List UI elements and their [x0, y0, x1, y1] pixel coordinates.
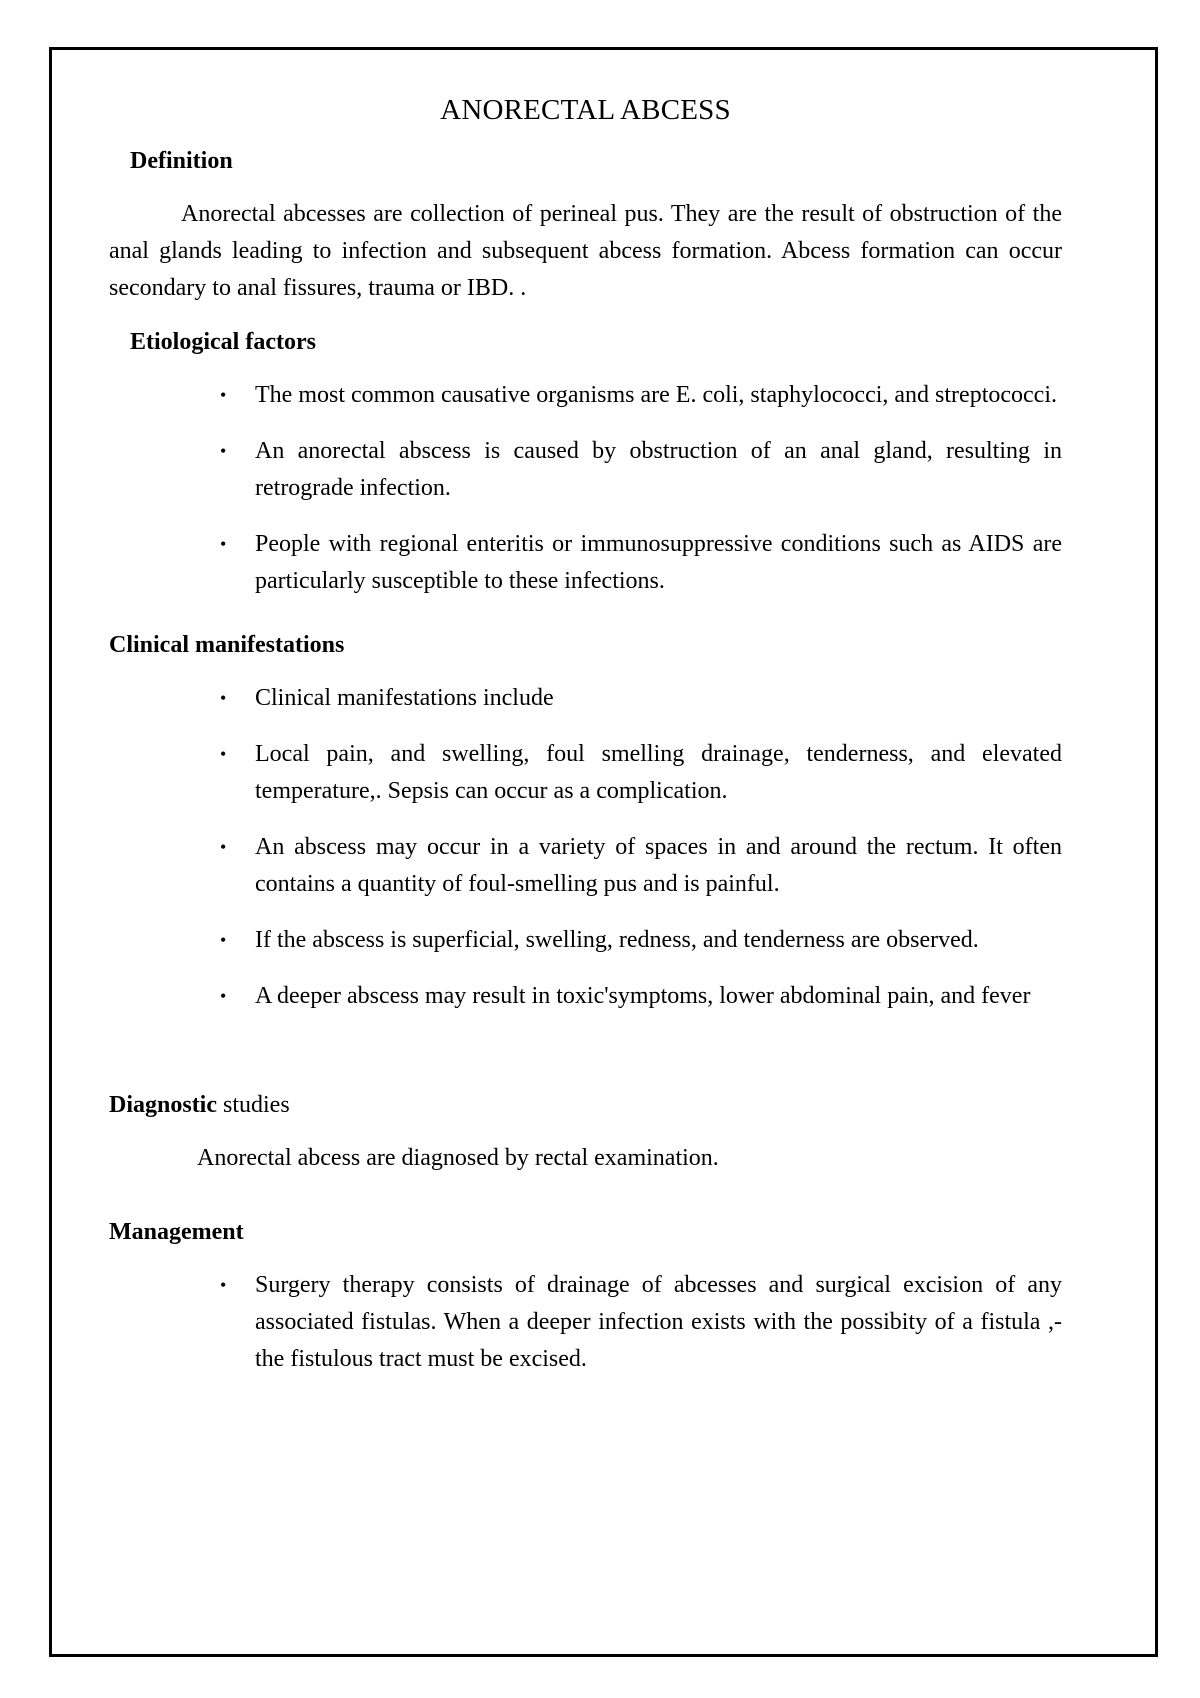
diagnostic-text: Anorectal abcess are diagnosed by rectal examination. [197, 1145, 719, 1171]
bullet-icon: • [220, 441, 227, 461]
bullet-icon: • [220, 986, 227, 1006]
etiology-heading: Etiological factors [130, 329, 316, 355]
bullet-icon: • [220, 837, 227, 857]
list-item: • The most common causative organisms are E. coli, staphylococci, and streptococci. [255, 377, 1062, 414]
list-item: • A deeper abscess may result in toxic'symptoms, lower abdominal pain, and fever [255, 978, 1062, 1015]
bullet-icon: • [220, 688, 227, 708]
bullet-icon: • [220, 744, 227, 764]
list-item: • An anorectal abscess is caused by obstruction of an anal gland, resulting in retrograde infection. [255, 433, 1062, 507]
clinical-heading: Clinical manifestations [109, 632, 345, 658]
bullet-icon: • [220, 930, 227, 950]
diagnostic-heading [109, 1087, 1062, 1124]
management-list [109, 1267, 1062, 1378]
document-body [109, 92, 1062, 1397]
definition-heading: Definition [130, 148, 233, 174]
bullet-icon: • [220, 534, 227, 554]
document-title: ANORECTAL ABCESS [440, 94, 731, 126]
list-item: • If the abscess is superficial, swelling, redness, and tenderness are observed. [255, 922, 1062, 959]
management-heading: Management [109, 1219, 244, 1245]
diagnostic-heading-rest: studies [217, 1092, 290, 1118]
list-item: • Clinical manifestations include [255, 680, 1062, 717]
diagnostic-heading-bold: Diagnostic [109, 1092, 217, 1118]
list-item: • An abscess may occur in a variety of spaces in and around the rectum. It often contains a quantity of foul-smelling pus and is painful. [255, 829, 1062, 903]
bullet-icon: • [220, 1275, 227, 1295]
etiology-list [109, 377, 1062, 600]
list-item: • Surgery therapy consists of drainage of abcesses and surgical excision of any associated fistulas. When a deeper infection exists with the possibity of a fistula ,-the fistulous tract must be excised. [255, 1267, 1062, 1378]
bullet-icon: • [220, 385, 227, 405]
list-item: • Local pain, and swelling, foul smelling drainage, tenderness, and elevated temperature,. Sepsis can occur as a complication. [255, 736, 1062, 810]
clinical-list [109, 680, 1062, 1015]
list-item: • People with regional enteritis or immunosuppressive conditions such as AIDS are particularly susceptible to these infections. [255, 526, 1062, 600]
definition-text: Anorectal abcesses are collection of perineal pus. They are the result of obstruction of the anal glands leading to infection and subsequent abcess formation. Abcess formation can occur secondary to anal fissures, trauma or IBD. . [109, 201, 1062, 301]
